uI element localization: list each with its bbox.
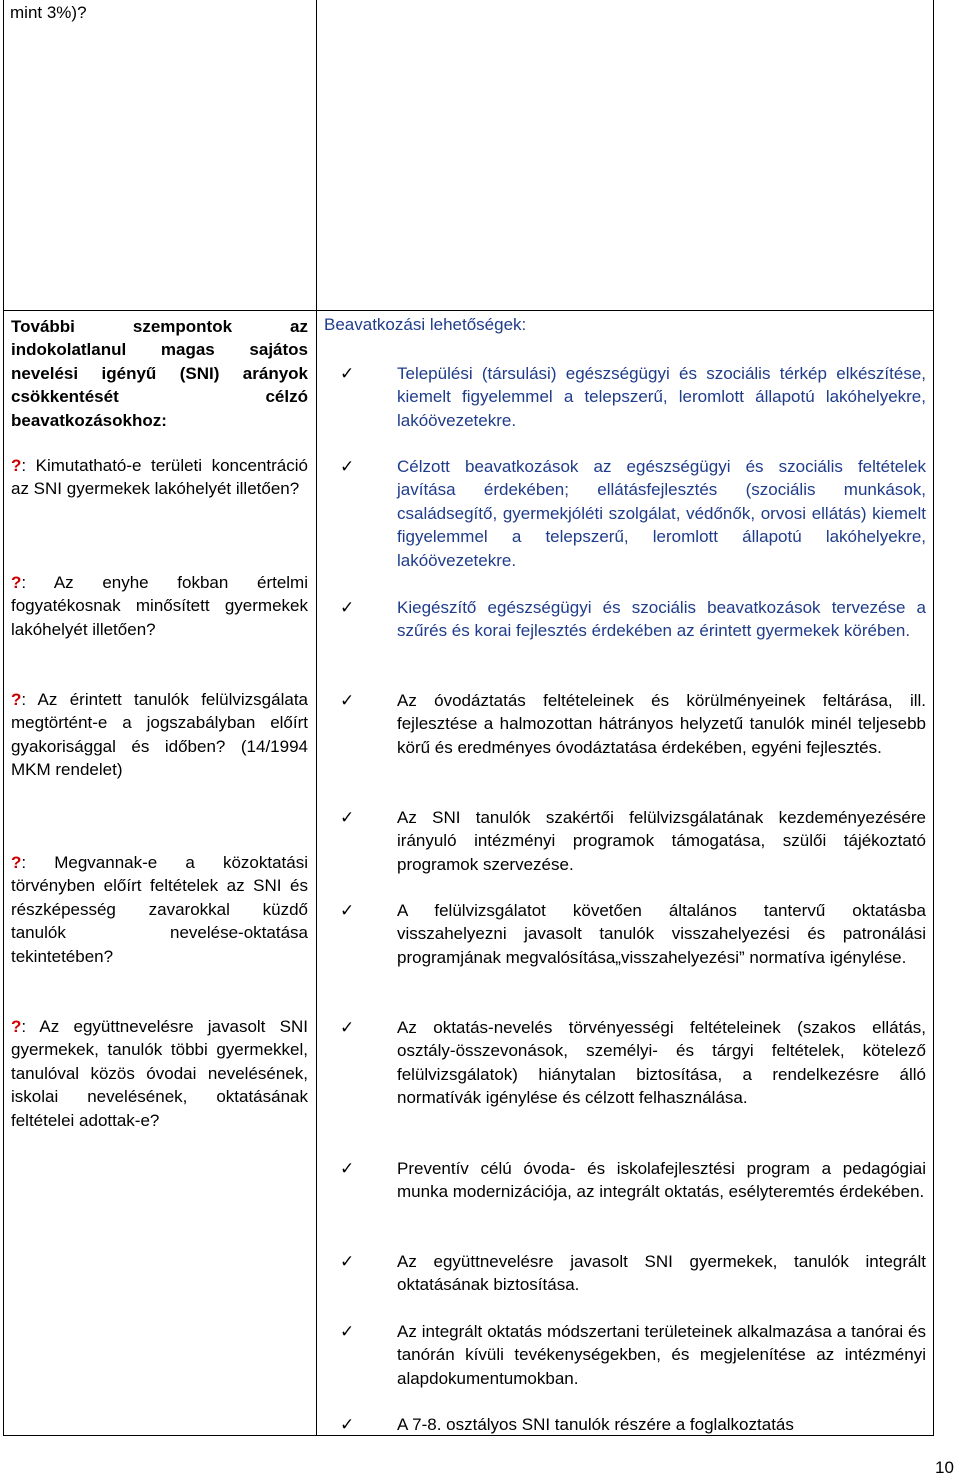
table-row-divider xyxy=(3,310,934,311)
question-mark: ? xyxy=(11,1017,22,1036)
checkmark-icon: ✓ xyxy=(340,1252,355,1271)
intervention-text: Az SNI tanulók szakértői felülvizsgálatának kezdeményezésére irányuló intézményi programok támogatása, szülői tájékoztató programok szervezése. xyxy=(397,808,926,874)
checkmark-icon: ✓ xyxy=(340,364,355,383)
checkmark-icon: ✓ xyxy=(340,1159,355,1178)
table-column-divider xyxy=(316,0,317,1436)
intervention-text: Célzott beavatkozások az egészségügyi és szociális feltételek javítása érdekében; ellátásfejlesztés (szociális munkások, családsegítő, gyermekjóléti szolgálat, védőnők, orvosi ellátás) kiemelt figyelemmel a telepszerű, leromlott állapotú lakóhelyekre, lakóövezetekre. xyxy=(397,457,926,570)
checkmark-icon: ✓ xyxy=(340,598,355,617)
table-right-border xyxy=(933,0,934,1436)
question-text: : Megvannak-e a közoktatási törvényben előírt feltételek az SNI és részképesség zavarokkal küzdő tanulók nevelése-oktatása tekintetében? xyxy=(11,853,308,966)
question-mark: ? xyxy=(11,573,22,592)
question-3 xyxy=(11,688,308,782)
page-number: 10 xyxy=(935,1458,954,1477)
left-heading: További szempontok az indokolatlanul magas sajátos nevelési igényű (SNI) arányok csökkentését célzó beavatkozásokhoz: xyxy=(11,317,308,430)
checkmark-icon: ✓ xyxy=(340,691,355,710)
question-text: : Kimutatható-e területi koncentráció az SNI gyermekek lakóhelyét illetően? xyxy=(11,456,308,499)
intervention-text: Települési (társulási) egészségügyi és szociális térkép elkészítése, kiemelt figyelemmel a telepszerű, leromlott állapotú lakóhelyekre, lakóövezetekre. xyxy=(397,364,926,430)
question-mark: ? xyxy=(11,456,22,475)
question-text: : Az érintett tanulók felülvizsgálata megtörtént-e a jogszabályban előírt gyakorisággal és időben? (14/1994 MKM rendelet) xyxy=(11,690,308,780)
intervention-text: Az óvodáztatás feltételeinek és körülményeinek feltárása, ill. fejlesztése a halmozottan hátrányos helyzetű tanulók minél teljesebb körű és eredményes óvodáztatása érdekében, egyéni fejlesztés. xyxy=(397,691,926,757)
checkmark-icon: ✓ xyxy=(340,1415,355,1434)
question-5 xyxy=(11,1015,308,1132)
question-1 xyxy=(11,454,308,501)
top-cell-text: mint 3%)? xyxy=(10,3,87,22)
intervention-text: Az integrált oktatás módszertani területeinek alkalmazása a tanórai és tanórán kívüli tevékenységekben, és megjelenítése az intézményi alapdokumentumokban. xyxy=(397,1322,926,1388)
checkmark-icon: ✓ xyxy=(340,901,355,920)
question-mark: ? xyxy=(11,853,22,872)
question-text: : Az együttnevelésre javasolt SNI gyermekek, tanulók többi gyermekkel, tanulóval közös óvodai nevelésének, iskolai nevelésének, oktatásának feltételei adottak-e? xyxy=(11,1017,308,1130)
intervention-text: Az oktatás-nevelés törvényességi feltételeinek (szakos ellátás, osztály-összevonások, személyi- és tárgyi feltételek, kötelező felülvizsgálatok) hiánytalan biztosítása, a rendelkezésre álló normatívák igénylése és célzott felhasználása. xyxy=(397,1018,926,1108)
checkmark-icon: ✓ xyxy=(340,808,355,827)
question-mark: ? xyxy=(11,690,22,709)
question-4 xyxy=(11,851,308,968)
question-text: : Az enyhe fokban értelmi fogyatékosnak minősített gyermekek lakóhelyét illetően? xyxy=(11,573,308,639)
intervention-text: Kiegészítő egészségügyi és szociális beavatkozások tervezése a szűrés és korai fejlesztés érdekében az érintett gyermekek körében. xyxy=(397,598,926,641)
intervention-text: Preventív célú óvoda- és iskolafejlesztési program a pedagógiai munka modernizációja, az integrált oktatás, esélyteremtés érdekében. xyxy=(397,1159,926,1202)
checkmark-icon: ✓ xyxy=(340,457,355,476)
intervention-text: Az együttnevelésre javasolt SNI gyermekek, tanulók integrált oktatásának biztosítása. xyxy=(397,1252,926,1295)
checkmark-icon: ✓ xyxy=(340,1322,355,1341)
checkmark-icon: ✓ xyxy=(340,1018,355,1037)
table-left-border xyxy=(3,0,4,1436)
intervention-text: A 7-8. osztályos SNI tanulók részére a foglalkoztatás xyxy=(397,1415,794,1434)
intervention-text: A felülvizsgálatot követően általános tantervű oktatásba visszahelyezni javasolt tanulók visszahelyezési és patronálási programjának megvalósítása„visszahelyezési” normatíva igénylése. xyxy=(397,901,926,967)
question-2 xyxy=(11,571,308,641)
interventions-title: Beavatkozási lehetőségek: xyxy=(324,315,527,334)
